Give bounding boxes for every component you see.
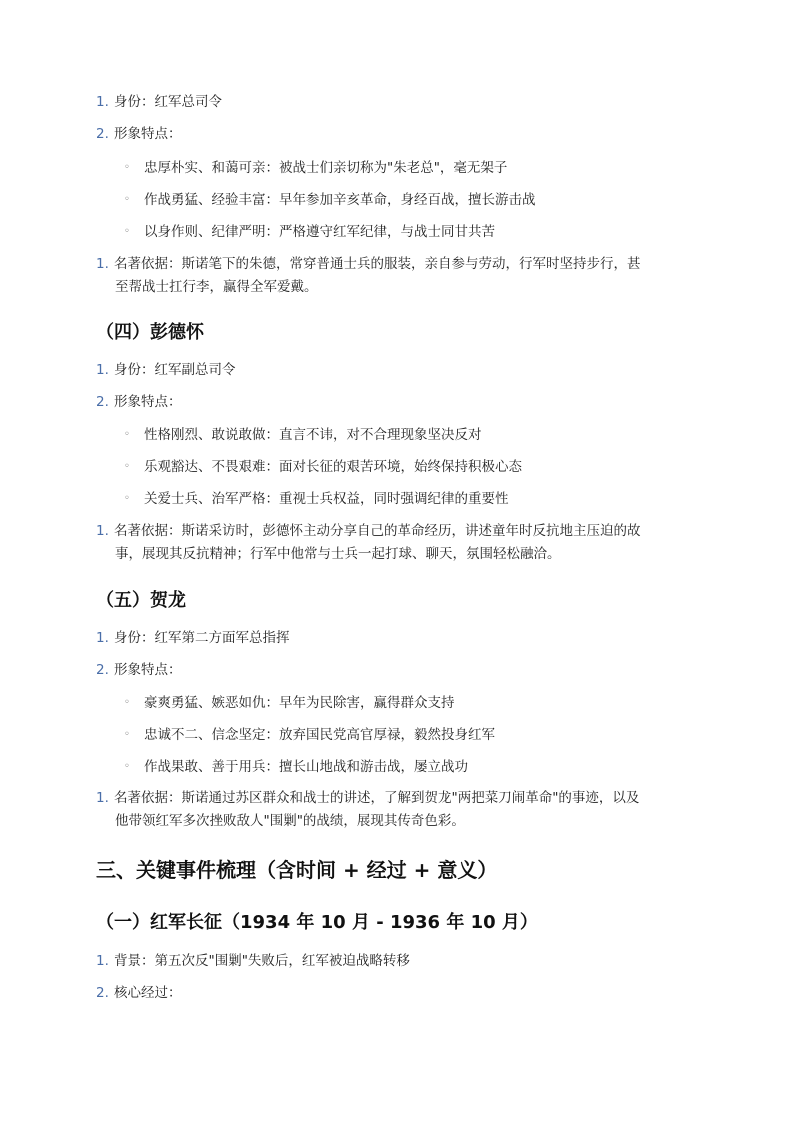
list-item <box>96 982 706 1005</box>
list-item <box>96 91 706 114</box>
bullet-text: 乐观豁达、不畏艰难：面对长征的艰苦环境，始终保持积极心态 <box>144 459 522 475</box>
bullet-text: 作战勇猛、经验丰富：早年参加辛亥革命，身经百战，擅长游击战 <box>144 192 536 208</box>
list-item <box>96 659 706 682</box>
bullet-text: 忠诚不二、信念坚定：放弃国民党高官厚禄，毅然投身红军 <box>144 727 495 743</box>
bullet-icon: ◦ <box>124 162 130 173</box>
list-item <box>96 627 706 650</box>
bullet-item <box>124 691 724 715</box>
bullet-item <box>124 487 724 511</box>
bullet-icon: ◦ <box>124 493 130 504</box>
bullet-item <box>124 455 724 479</box>
list-number: 1. <box>96 790 109 806</box>
bullet-text: 作战果敢、善于用兵：擅长山地战和游击战，屡立战功 <box>144 759 468 775</box>
list-text: 背景：第五次反"围剿"失败后，红军被迫战略转移 <box>114 953 410 969</box>
list-item <box>96 359 706 382</box>
list-number: 1. <box>96 94 109 110</box>
list-text: 核心经过： <box>114 985 182 1001</box>
list-text: 名著依据：斯诺通过苏区群众和战士的讲述，了解到贺龙"两把菜刀闹革命"的事迹，以及 <box>114 790 640 806</box>
bullet-text: 豪爽勇猛、嫉恶如仇：早年为民除害，赢得群众支持 <box>144 695 455 711</box>
list-text: 身份：红军副总司令 <box>114 362 236 378</box>
bullet-text: 以身作则、纪律严明：严格遵守红军纪律，与战士同甘共苦 <box>144 224 495 240</box>
section-heading: （一）红军长征（1934 年 10 月 - 1936 年 10 月） <box>96 912 538 933</box>
bullet-text: 忠厚朴实、和蔼可亲：被战士们亲切称为"朱老总"，毫无架子 <box>144 160 508 176</box>
list-item <box>96 950 706 973</box>
bullet-item <box>124 755 724 779</box>
bullet-item <box>124 156 724 180</box>
list-text: 身份：红军第二方面军总指挥 <box>114 630 290 646</box>
section-heading: （五）贺龙 <box>96 590 186 611</box>
bullet-icon: ◦ <box>124 461 130 472</box>
bullet-text: 性格刚烈、敢说敢做：直言不讳，对不合理现象坚决反对 <box>144 427 482 443</box>
bullet-item <box>124 220 724 244</box>
list-text: 名著依据：斯诺采访时，彭德怀主动分享自己的革命经历，讲述童年时反抗地主压迫的故 <box>114 523 641 539</box>
bullet-item <box>124 423 724 447</box>
list-item <box>96 253 706 276</box>
list-number: 1. <box>96 953 109 969</box>
list-number: 2. <box>96 394 109 410</box>
list-item <box>96 123 706 146</box>
list-item <box>96 520 706 543</box>
list-text: 身份：红军总司令 <box>114 94 222 110</box>
list-text-continued: 他带领红军多次挫败敌人"围剿"的战绩，展现其传奇色彩。 <box>115 813 465 829</box>
list-text: 形象特点： <box>114 126 182 142</box>
list-number: 2. <box>96 985 109 1001</box>
bullet-item <box>124 723 724 747</box>
list-item <box>96 391 706 414</box>
bullet-item <box>124 188 724 212</box>
bullet-icon: ◦ <box>124 761 130 772</box>
list-text-continued: 事，展现其反抗精神；行军中他常与士兵一起打球、聊天，氛围轻松融洽。 <box>115 546 561 562</box>
section-heading: （四）彭德怀 <box>96 322 204 343</box>
list-text: 形象特点： <box>114 662 182 678</box>
bullet-icon: ◦ <box>124 194 130 205</box>
list-text: 名著依据：斯诺笔下的朱德，常穿普通士兵的服装，亲自参与劳动，行军时坚持步行，甚 <box>114 256 641 272</box>
bullet-icon: ◦ <box>124 429 130 440</box>
bullet-icon: ◦ <box>124 226 130 237</box>
bullet-icon: ◦ <box>124 697 130 708</box>
bullet-icon: ◦ <box>124 729 130 740</box>
bullet-text: 关爱士兵、治军严格：重视士兵权益，同时强调纪律的重要性 <box>144 491 509 507</box>
list-text: 形象特点： <box>114 394 182 410</box>
list-number: 1. <box>96 256 109 272</box>
list-number: 2. <box>96 126 109 142</box>
list-number: 2. <box>96 662 109 678</box>
list-item <box>96 787 706 810</box>
list-number: 1. <box>96 362 109 378</box>
list-number: 1. <box>96 630 109 646</box>
chapter-heading: 三、关键事件梳理（含时间 + 经过 + 意义） <box>96 858 498 882</box>
list-number: 1. <box>96 523 109 539</box>
list-text-continued: 至帮战士扛行李，赢得全军爱戴。 <box>115 279 318 295</box>
